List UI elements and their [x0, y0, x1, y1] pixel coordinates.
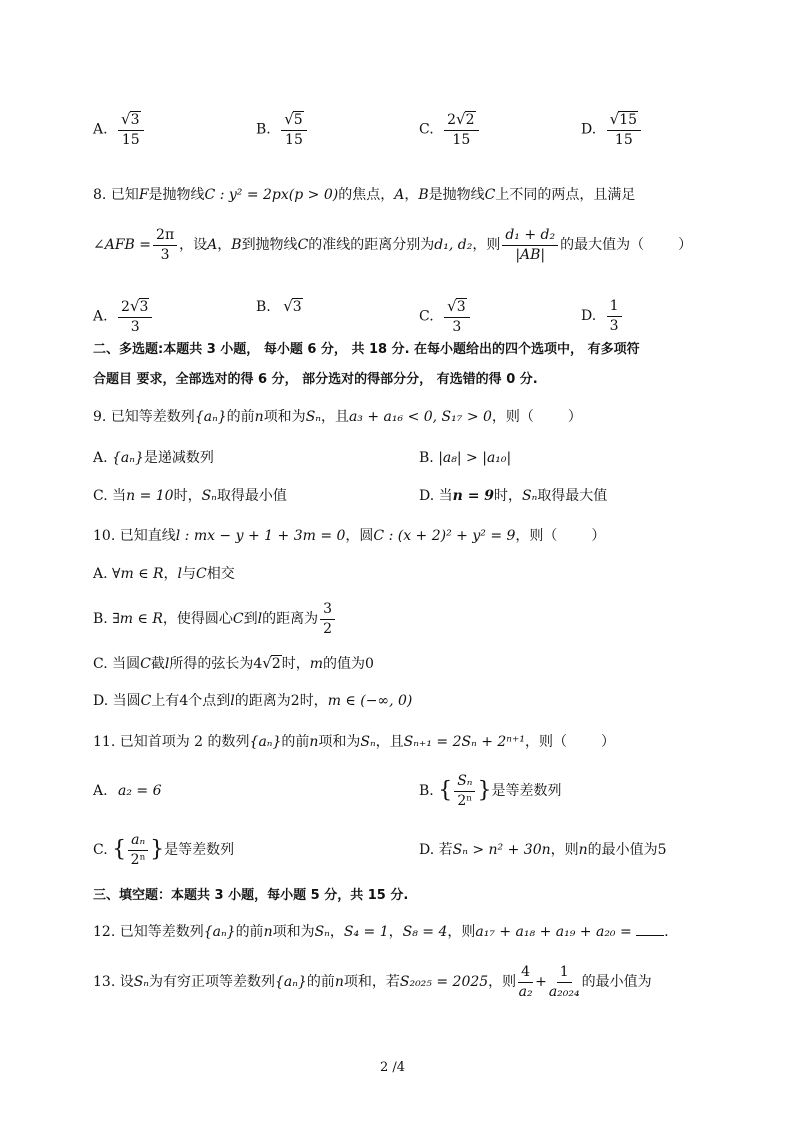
q10-text: ，使得圆心 [162, 611, 233, 627]
q7-a-den: 15 [121, 131, 140, 148]
q11-option-d-label: D. [419, 842, 435, 858]
q8-text: ，设 [179, 237, 208, 253]
q12-text: 项和为 [272, 924, 315, 940]
section2-header-line1: 二、多选题:本题共 3 小题， 每小题 6 分， 共 18 分. 在每小题给出的四个选项中， 有多项符 [93, 342, 640, 357]
q10-text: 的值为 [323, 656, 366, 672]
q11-math: Sₙ [360, 734, 376, 750]
q13-f1-den: a₂ [518, 983, 533, 1000]
q10-option-c-label: C. [93, 656, 108, 672]
q11-c-num: aₙ [128, 833, 148, 851]
q12-stem [93, 925, 669, 939]
q13-math: Sₙ [133, 974, 149, 990]
q11-text: 若 [438, 842, 453, 858]
q11-option-b-label: B. [419, 783, 434, 799]
q10-text: 与 [182, 566, 197, 582]
q10-math: 4 [179, 693, 189, 709]
q8-text: ） [678, 237, 693, 253]
q9-text: 当 [438, 488, 453, 504]
q11-text: ） [600, 734, 615, 750]
q8-c-den: 3 [452, 318, 462, 335]
q11-option-b: B. { $\frac{\text{Sₙ}}{\text{2ⁿ}}$ } 是等差数列 [419, 772, 562, 809]
q8-math: F [138, 187, 149, 203]
q8-a-rad: 3 [139, 299, 149, 315]
q8-option-d [581, 299, 624, 333]
q8-math: d₁, d₂ [434, 237, 473, 253]
q8-math: B [418, 187, 429, 203]
q10-option-b [93, 596, 337, 642]
q7-c-coef: 2 [447, 112, 457, 128]
q10-math: 0 [365, 656, 374, 672]
q10-math: m [309, 656, 324, 672]
q11-math: {aₙ} [249, 734, 282, 750]
q10-math: 2 [290, 693, 300, 709]
q8-text: 是抛物线 [428, 187, 485, 203]
section2-header-line2: 合题目 要求，全部选对的得 6 分， 部分选对的得部分分， 有选错的得 0 分. [93, 372, 538, 387]
q9-math: {aₙ} [112, 450, 144, 466]
q11-option-a [93, 784, 162, 798]
q13-text: 的最小值为 [581, 974, 652, 990]
q7-option-b-label: B. [256, 121, 271, 138]
q13-text: 为有穷正项等差数列 [148, 974, 275, 990]
q8-frac-den: 3 [160, 246, 170, 263]
q12-number: 12. [93, 924, 116, 940]
q8-frac2-den: |AB| [515, 246, 546, 263]
q11-text: ，则 [550, 842, 579, 858]
q8-text: ， [404, 187, 419, 203]
q10-text: 个点到 [188, 693, 231, 709]
q9-text: ，且 [320, 409, 349, 425]
q8-text: 到抛物线 [241, 237, 298, 253]
q9-text: 取得最大值 [537, 488, 608, 504]
q8-options-row [0, 284, 794, 335]
q8-option-d-label: D. [581, 308, 597, 325]
q10-math: 2 [271, 656, 281, 672]
q10-math: 4 [253, 656, 263, 672]
q8-math: B [231, 237, 242, 253]
q11-stem [93, 735, 615, 749]
q10-text: ，圆 [345, 528, 374, 544]
q9-math: |a₈| > |a₁₀| [438, 450, 512, 466]
q10-math: l [230, 693, 235, 709]
q11-text: ，则（ [524, 734, 567, 750]
q9-text: ，则（ [491, 409, 534, 425]
q8-a-coef: 2 [121, 299, 130, 315]
q10-math: ∃m ∈ R [112, 611, 163, 627]
q13-f2-num: 1 [557, 965, 572, 983]
q12-text: . [664, 924, 669, 940]
q10-text: 已知直线 [119, 528, 176, 544]
q10-b-num: 3 [320, 602, 335, 620]
q9-text: 已知等差数列 [110, 409, 195, 425]
q12-math: S₈ = 4 [402, 924, 448, 940]
q13-text: 设 [119, 974, 134, 990]
q8-math: C : y² = 2px(p > 0) [204, 187, 339, 203]
q12-text: 已知等差数列 [119, 924, 204, 940]
q11-option-a-label: A. [93, 783, 108, 799]
q8-b-rad: 3 [292, 299, 302, 315]
q10-text: 时， [299, 693, 328, 709]
q11-option-c-label: C. [93, 842, 108, 858]
q11-text: 是等差数列 [491, 783, 562, 799]
q8-c-rad: 3 [456, 299, 466, 315]
q8-option-b: B. √3 [256, 297, 302, 315]
q9-option-d [419, 489, 607, 503]
q10-text: ） [591, 528, 606, 544]
q8-math: A [207, 237, 218, 253]
q7-a-num: 3 [130, 112, 140, 128]
q10-math: l : mx − y + 1 + 3m = 0 [175, 528, 346, 544]
q10-math: l [257, 611, 263, 627]
q9-text: 时， [494, 488, 523, 504]
q7-options-row [0, 97, 794, 148]
q12-math: Sₙ [314, 924, 330, 940]
q9-option-a [93, 451, 214, 465]
q9-math: n [254, 409, 264, 425]
q10-number: 10. [93, 528, 116, 544]
page-number: 2 /4 [380, 1060, 406, 1075]
q10-text: ， [163, 566, 178, 582]
q9-math: Sₙ [305, 409, 321, 425]
q10-option-d-label: D. [93, 693, 109, 709]
q10-option-b-label: B. [93, 611, 108, 627]
q8-text: ， [217, 237, 232, 253]
q9-math: Sₙ [201, 488, 217, 504]
q9-text: 当 [112, 488, 127, 504]
q10-text: 的距离为 [234, 693, 291, 709]
q9-math: Sₙ [522, 488, 538, 504]
q7-option-c: C. $\frac{2√2}{15}$ [419, 112, 481, 147]
q7-option-a: A. $\frac{√3}{15}$ [93, 112, 146, 147]
q9-option-c-label: C. [93, 488, 108, 504]
q10-text: 相交 [206, 566, 235, 582]
q11-math: a₂ = 6 [118, 783, 162, 799]
q10-text: 的距离为 [262, 611, 319, 627]
q8-text: 的焦点， [338, 187, 395, 203]
q7-option-d-label: D. [581, 121, 597, 138]
q11-text: 已知首项为 2 的数列 [119, 734, 250, 750]
section3-header: 三、填空题：本题共 3 小题，每小题 5 分，共 15 分. [93, 888, 409, 903]
q9-text: 是递减数列 [143, 450, 214, 466]
q10-math: C [232, 611, 244, 627]
q10-option-d [93, 694, 412, 708]
q9-text: 项和为 [263, 409, 306, 425]
q10-math: m ∈ (−∞, 0) [327, 693, 413, 709]
q7-b-den: 15 [285, 131, 303, 148]
q9-stem [93, 410, 582, 424]
q10-text: 截 [150, 656, 165, 672]
q10-text: ，则（ [515, 528, 558, 544]
q7-option-c-label: C. [419, 121, 434, 138]
q11-option-d [419, 843, 667, 857]
q10-text: 上有 [151, 693, 180, 709]
q10-option-a-label: A. [93, 566, 108, 582]
q9-text: 取得最小值 [216, 488, 287, 504]
q13-f1-num: 4 [518, 965, 533, 983]
q8-a-den: 3 [130, 318, 140, 335]
q8-frac-num: 2π [153, 228, 177, 246]
q10-text: 当圆 [112, 656, 141, 672]
q11-math: 5 [657, 842, 667, 858]
q13-number: 13. [93, 974, 116, 990]
q8-option-c: C. $\frac{√3}{3}$ [419, 299, 472, 334]
q13-text: ，则 [488, 974, 517, 990]
q10-b-den: 2 [323, 620, 333, 637]
q11-math: n [578, 842, 588, 858]
q11-b-num: Sₙ [454, 774, 475, 792]
q11-text: ，且 [375, 734, 404, 750]
q8-text: 已知 [110, 187, 139, 203]
q9-math: n = 10 [126, 488, 174, 504]
q8-option-a: A. $\frac{2√3}{3}$ [93, 299, 154, 334]
q11-text: 的前 [281, 734, 310, 750]
q8-line1 [93, 188, 635, 202]
q11-math: Sₙ₊₁ = 2Sₙ + 2ⁿ⁺¹ [403, 734, 525, 750]
q13-text: 项和，若 [343, 974, 400, 990]
q12-text: ，则 [447, 924, 476, 940]
q7-d-num: 15 [619, 112, 638, 128]
q8-text: 的最大值为（ [560, 237, 645, 253]
q8-line2 [93, 222, 692, 268]
q8-text: 的准线的距离分别为 [308, 237, 435, 253]
q13-text: 的前 [306, 974, 335, 990]
q9-option-a-label: A. [93, 450, 108, 466]
q13-math: {aₙ} [274, 974, 307, 990]
q10-math: l [177, 566, 183, 582]
q9-option-b [419, 451, 511, 465]
q13-plus: + [535, 974, 547, 990]
q12-text: ， [388, 924, 403, 940]
q8-frac2-num: d₁ + d₂ [502, 228, 558, 246]
q7-d-den: 15 [614, 131, 633, 148]
q10-stem [93, 529, 605, 543]
q12-text: ， [329, 924, 344, 940]
q11-c-den: 2ⁿ [130, 851, 146, 868]
q13-math: n [334, 974, 344, 990]
q13-f2-den: a₂₀₂₄ [548, 983, 580, 1000]
q13-math: S₂₀₂₅ = 2025 [399, 974, 489, 990]
q10-math: C [140, 656, 151, 672]
q12-math: S₄ = 1 [343, 924, 389, 940]
q11-b-den: 2ⁿ [457, 792, 473, 809]
q9-math: a₃ + a₁₆ < 0, S₁₇ > 0 [348, 409, 492, 425]
q8-d-den: 3 [609, 317, 619, 334]
q8-option-a-label: A. [93, 308, 108, 325]
q7-option-b: B. $\frac{√5}{15}$ [256, 112, 309, 147]
q10-text: 所得的弦长为 [169, 656, 254, 672]
q8-number: 8. [93, 187, 107, 203]
q10-option-c: C. 当圆C截l所得的弦长为4√2时，m的值为0 [93, 654, 374, 672]
q8-text: 上不同的两点，且满足 [495, 187, 636, 203]
q11-number: 11. [93, 734, 116, 750]
q10-text: 时， [281, 656, 310, 672]
q8-math: A [394, 187, 405, 203]
q9-option-c [93, 489, 287, 503]
q10-math: C [196, 566, 207, 582]
q9-text: ） [567, 409, 582, 425]
q8-math: C [484, 187, 496, 203]
q9-option-d-label: D. [419, 488, 435, 504]
q8-d-num: 1 [607, 299, 622, 317]
q10-math: ∀m ∈ R [112, 566, 164, 582]
q8-text: ，则 [472, 237, 501, 253]
q10-math: l [164, 656, 170, 672]
q10-text: 当圆 [112, 693, 141, 709]
q7-c-den: 15 [452, 131, 471, 148]
q10-text: 到 [243, 611, 258, 627]
q11-text: 的最小值为 [587, 842, 658, 858]
q7-option-d: D. $\frac{√15}{15}$ [581, 112, 643, 147]
q7-c-num: 2 [465, 112, 475, 128]
q7-b-num: 5 [293, 112, 303, 128]
q10-math: C : (x + 2)² + y² = 9 [373, 528, 516, 544]
q9-math: {aₙ} [194, 409, 227, 425]
q9-text: 时， [173, 488, 202, 504]
q8-option-b-label: B. [256, 299, 271, 315]
q9-option-b-label: B. [419, 450, 434, 466]
q12-text: 的前 [235, 924, 264, 940]
q13-stem [93, 959, 652, 1005]
q12-math: {aₙ} [203, 924, 236, 940]
q8-angle: ∠AFB = [93, 237, 152, 253]
q10-option-a [93, 567, 235, 581]
q11-text: 项和为 [318, 734, 361, 750]
q12-math: a₁₇ + a₁₈ + a₁₉ + a₂₀ = [475, 924, 632, 940]
q8-text: 是抛物线 [148, 187, 205, 203]
q9-number: 9. [93, 409, 107, 425]
q9-text: 的前 [226, 409, 255, 425]
q11-text: 是等差数列 [164, 842, 235, 858]
q8-option-c-label: C. [419, 308, 434, 325]
q11-math: Sₙ > n² + 30n [452, 842, 551, 858]
q11-math: n [309, 734, 319, 750]
q12-math: n [263, 924, 273, 940]
q10-math: C [140, 693, 152, 709]
q11-option-c: C. { $\frac{\text{aₙ}}{\text{2ⁿ}}$ } 是等差数列 [93, 831, 235, 868]
q7-option-a-label: A. [93, 121, 108, 138]
q8-math: C [297, 237, 309, 253]
q9-math: n = 9 [452, 488, 495, 504]
q12-answer-blank[interactable] [636, 935, 664, 936]
